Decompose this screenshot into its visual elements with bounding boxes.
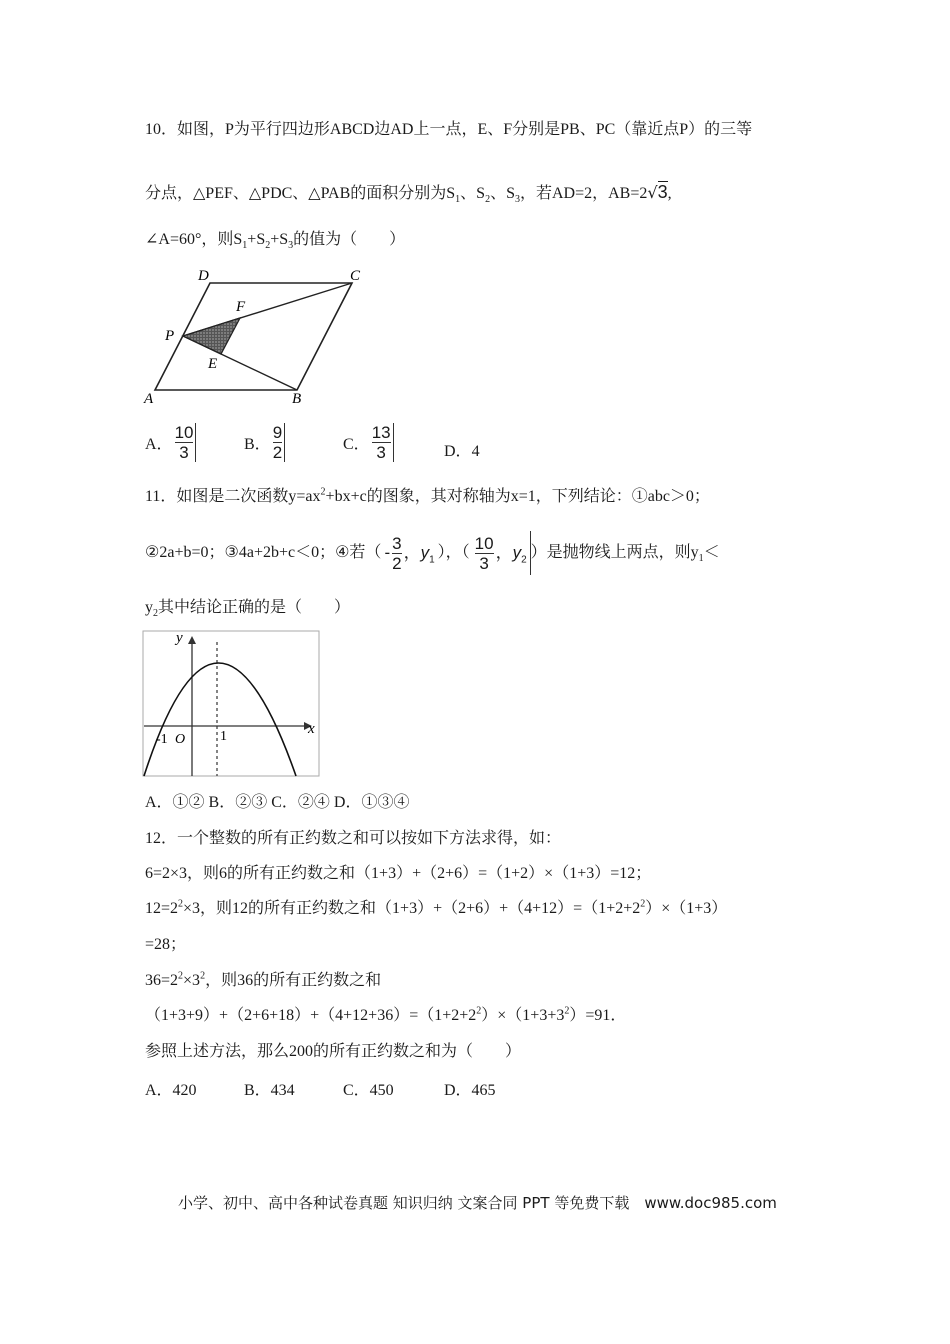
q12-text: ×3: [183, 972, 201, 989]
q10-option-a[interactable]: [145, 423, 196, 462]
point-2: [470, 531, 531, 575]
q12-line-3: [145, 899, 727, 919]
q10-text: +S: [270, 231, 289, 248]
q10-text: 、S: [460, 185, 486, 202]
q11-text: ）是抛物线上两点，则y: [530, 544, 699, 561]
q11-sup: 2: [320, 486, 326, 498]
q10-sub: 2: [265, 240, 271, 252]
comma: ，: [495, 543, 513, 563]
point-y: y: [420, 543, 430, 563]
q11-text: ②2a+b=0；③4a+2b+c＜0；④若（: [145, 544, 382, 561]
triangle-pef-shaded: [183, 318, 240, 354]
point-y-sub: 2: [521, 554, 527, 566]
option-letter: B．: [244, 436, 271, 453]
q12-line-6: [145, 1006, 626, 1026]
point-y-sub: 1: [429, 554, 435, 566]
q12-sup: 2: [564, 1005, 570, 1017]
q12-line-1: 12．一个整数的所有正约数之和可以按如下方法求得，如：: [145, 830, 562, 847]
label-f: F: [236, 299, 246, 315]
q12-line-2: 6=2×3，则6的所有正约数之和（1+3）+（2+6）=（1+2）×（1+3）=12；: [145, 865, 652, 882]
q10-option-b[interactable]: [244, 423, 285, 462]
q12-sup: 2: [476, 1005, 482, 1017]
fraction-denominator: 2: [272, 443, 283, 462]
parabola-curve: [144, 663, 296, 776]
q11-text: +bx+c的图象，其对称轴为x=1，下列结论：①abc＞0；: [325, 488, 710, 505]
label-d: D: [198, 268, 209, 284]
q12-sup: 2: [178, 970, 184, 982]
fraction-numerator: 10: [474, 534, 494, 554]
q10-sub: 3: [288, 240, 294, 252]
fraction-numerator: 10: [174, 423, 194, 442]
label-origin: O: [175, 732, 186, 747]
q12-text: （1+3+9）+（2+6+18）+（4+12+36）=（1+2+2: [145, 1007, 477, 1024]
q10-sub: 2: [485, 194, 491, 206]
sqrt-sign: √: [647, 183, 658, 202]
y-axis-arrow: [188, 636, 196, 644]
fraction-denominator: 3: [376, 443, 386, 462]
q12-line-5: [145, 971, 381, 991]
q10-line-2: [145, 182, 672, 204]
option-letter: A．: [145, 436, 173, 453]
q10-sub: 1: [455, 194, 461, 206]
q10-option-d[interactable]: [444, 438, 480, 461]
q12-text: 36=2: [145, 972, 179, 989]
q12-sup: 2: [178, 898, 184, 910]
option-fraction: [271, 423, 285, 462]
q12-text: ）×（1+3）: [645, 900, 728, 917]
q10-text: 、S: [490, 185, 515, 202]
option-fraction: [173, 423, 197, 462]
q11-line-2: [145, 531, 720, 575]
point-y: y: [512, 543, 522, 563]
option-letter: D．: [444, 443, 472, 460]
parabola-graph: [142, 630, 322, 778]
fraction-numerator: 13: [371, 423, 391, 442]
q10-text: +S: [247, 231, 266, 248]
fraction-numerator: 3: [392, 534, 402, 554]
label-y: y: [176, 630, 183, 646]
q11-text: 11．如图是二次函数y=ax: [145, 488, 321, 505]
q11-text: ＜: [703, 544, 720, 561]
point-1-fraction: [390, 534, 403, 573]
fraction-denominator: 2: [392, 554, 402, 574]
q10-text: ,: [667, 185, 672, 202]
q10-sub: 1: [242, 240, 248, 252]
graph-frame: [143, 631, 319, 776]
q12-option-a[interactable]: A．420: [145, 1082, 197, 1099]
comma: ，: [403, 543, 421, 563]
label-b: B: [292, 391, 302, 406]
q12-sup: 2: [640, 898, 646, 910]
sqrt-radicand: 3: [657, 182, 668, 202]
label-e: E: [208, 356, 218, 372]
label-one: 1: [220, 729, 227, 744]
q11-line-3: [145, 598, 350, 618]
q11-text: ），（: [437, 544, 470, 561]
q12-text: 12=2: [145, 900, 179, 917]
q11-text: y: [145, 599, 153, 616]
q10-text: ，若AD=2，AB=2: [519, 185, 648, 202]
q10-line-3: [145, 230, 405, 250]
option-letter: C．: [343, 436, 370, 453]
q10-text: ∠A=60°，则S: [145, 231, 243, 248]
q10-sub: 3: [514, 194, 520, 206]
q12-text: ）×（1+3+3: [481, 1007, 565, 1024]
q10-text: 的值为（ ）: [293, 231, 406, 248]
q12-line-7: 参照上述方法，那么200的所有正约数之和为（ ）: [145, 1043, 522, 1060]
q10-text: 分点，△PEF、△PDC、△PAB的面积分别为S: [145, 185, 456, 202]
label-x: x: [308, 721, 315, 737]
q11-line-1: [145, 487, 710, 507]
option-value: 4: [471, 443, 480, 460]
q11-sub: 2: [153, 608, 158, 620]
q12-line-4: =28；: [145, 936, 187, 953]
option-fraction: [370, 423, 394, 462]
page-footer: 小学、初中、高中各种试卷真题 知识归纳 文案合同 PPT 等免费下载 www.doc985.com: [178, 1194, 777, 1212]
q12-option-c[interactable]: C．450: [343, 1082, 394, 1099]
parallelogram-figure: [140, 266, 365, 406]
q11-text: 其中结论正确的是（ ）: [158, 599, 351, 616]
q12-text: ）=91．: [569, 1007, 627, 1024]
q12-sup: 2: [200, 970, 206, 982]
point-1: [381, 531, 437, 575]
fraction-denominator: 3: [179, 443, 189, 462]
q11-sub: 1: [698, 553, 704, 565]
q10-line-1: 10．如图，P为平行四边形ABCD边AD上一点，E、F分别是PB、PC（靠近点P）的三等: [145, 121, 753, 138]
q12-option-b[interactable]: B．434: [244, 1082, 295, 1099]
q12-option-d[interactable]: D．465: [444, 1082, 496, 1099]
q12-text: ×3，则12的所有正约数之和（1+3）+（2+6）+（4+12）=（1+2+2: [183, 900, 641, 917]
q10-option-c[interactable]: [343, 423, 394, 462]
label-minus-1: -1: [156, 732, 168, 747]
fraction-numerator: 9: [272, 423, 283, 442]
point-2-fraction: [473, 534, 496, 573]
q11-options[interactable]: A．①② B．②③ C．②④ D．①③④: [145, 794, 410, 811]
label-c: C: [350, 268, 361, 284]
fraction-denominator: 3: [479, 554, 489, 574]
q12-text: ，则36的所有正约数之和: [205, 972, 382, 989]
label-p: P: [165, 328, 175, 344]
label-a: A: [144, 391, 154, 406]
minus-sign: -: [384, 543, 391, 563]
